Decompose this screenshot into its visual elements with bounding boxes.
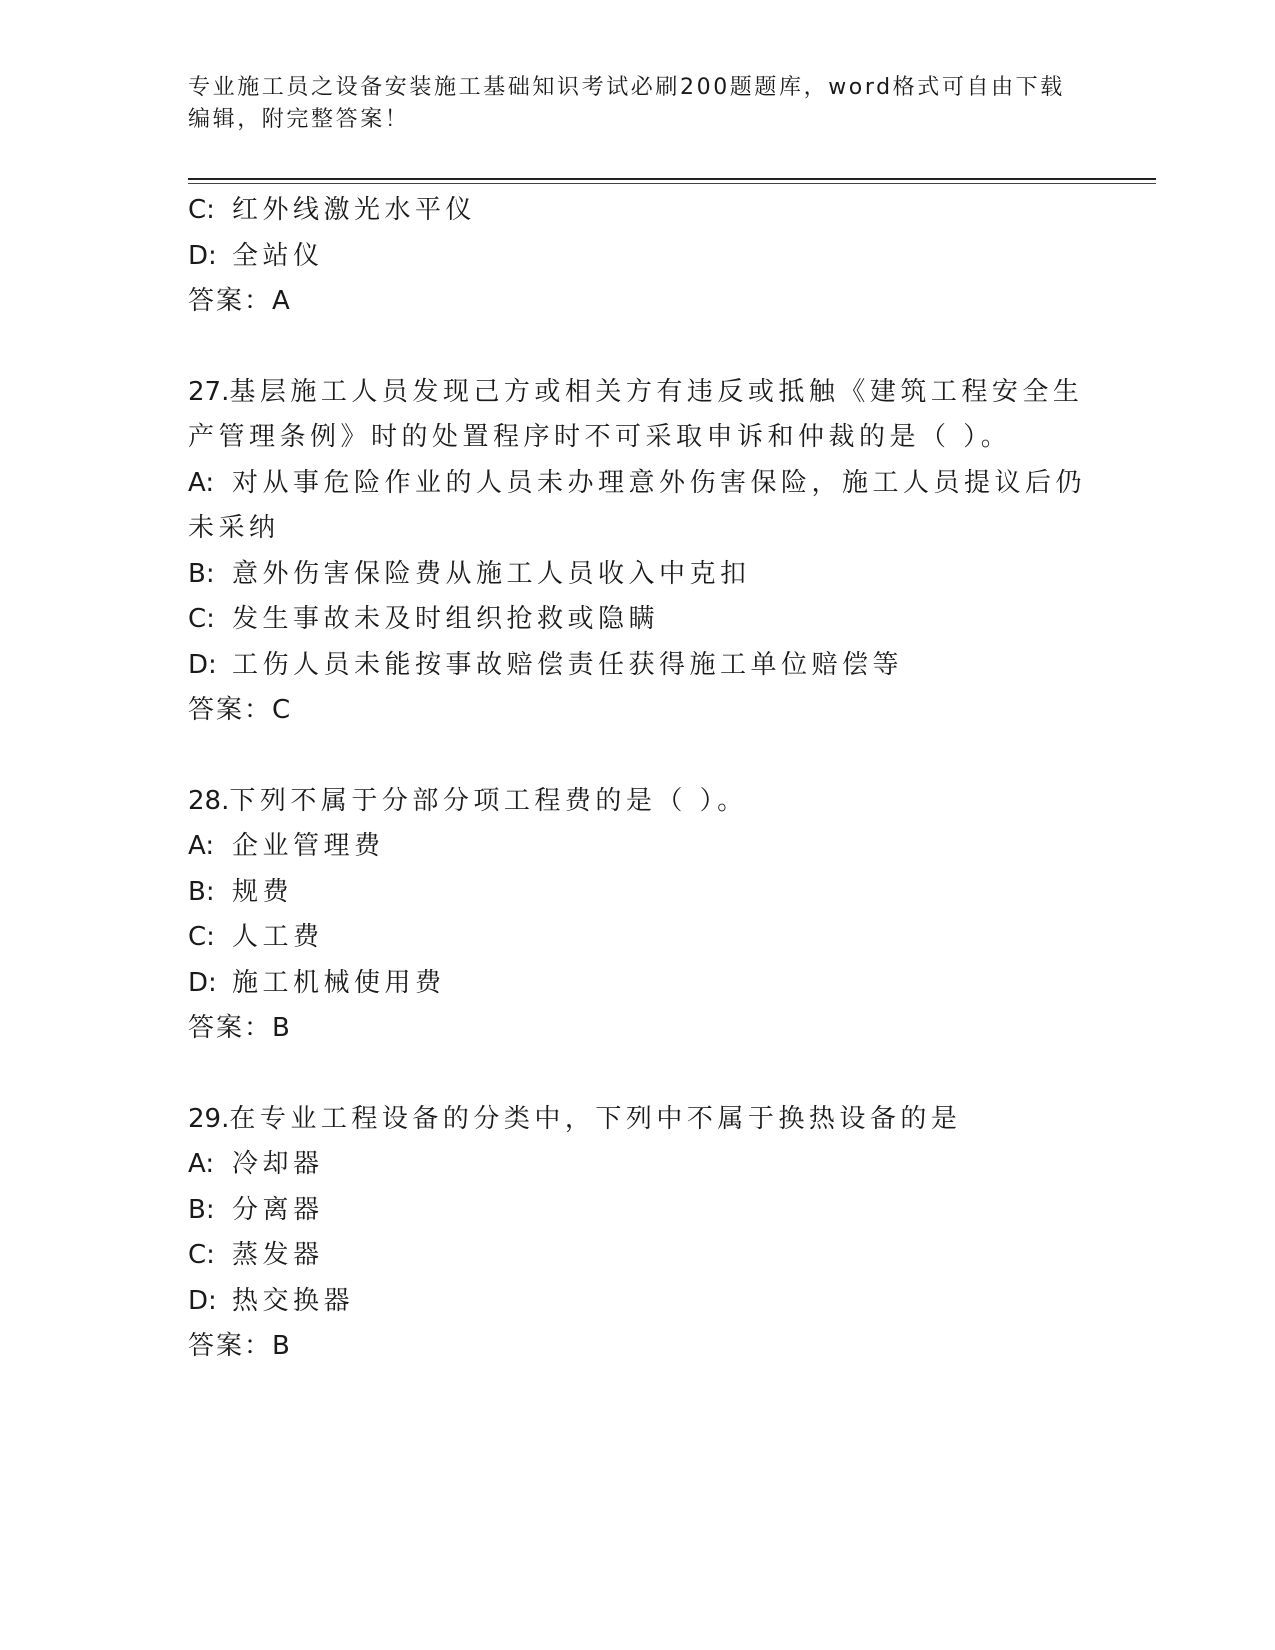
option-b <box>188 1188 1088 1234</box>
option-text: 意外伤害保险费从施工人员收入中克扣 <box>232 558 751 589</box>
answer-line <box>188 279 1088 325</box>
question-number: 28. <box>188 785 230 816</box>
option-d <box>188 961 1088 1007</box>
option-text: 对从事危险作业的人员未办理意外伤害保险，施工人员提议后仍未采纳 <box>188 467 1087 543</box>
option-c <box>188 915 1088 961</box>
option-key: B: <box>188 1194 215 1225</box>
option-text: 冷却器 <box>232 1149 324 1179</box>
option-text: 分离器 <box>232 1194 324 1225</box>
option-b <box>188 552 1088 598</box>
option-key: C: <box>188 604 215 634</box>
option-text: 蒸发器 <box>232 1240 324 1270</box>
option-c <box>188 188 1088 234</box>
question-stem <box>188 1097 1088 1143</box>
option-key: A: <box>188 467 215 498</box>
answer-label: 答案： <box>188 695 273 725</box>
option-text: 企业管理费 <box>232 831 385 861</box>
option-key: C: <box>188 195 215 225</box>
question-stem <box>188 370 1088 461</box>
option-key: C: <box>188 922 215 952</box>
answer-value: C <box>272 695 295 725</box>
question-text: 在专业工程设备的分类中，下列中不属于换热设备的是 <box>229 1103 962 1134</box>
document-header: 专业施工员之设备安装施工基础知识考试必刷200题题库，word格式可自由下载编辑，附完整答案！ <box>188 75 1065 132</box>
option-key: A: <box>188 1149 215 1179</box>
option-d <box>188 643 1088 689</box>
answer-value: B <box>272 1013 295 1043</box>
question-27 <box>188 370 1088 734</box>
answer-label: 答案： <box>188 1331 273 1361</box>
question-text: 基层施工人员发现己方或相关方有违反或抵触《建筑工程安全生产管理条例》时的处置程序时不可采取申诉和仲裁的是（ ）。 <box>188 376 1084 452</box>
option-key: D: <box>188 240 217 271</box>
answer-value: A <box>272 286 295 316</box>
option-text: 红外线激光水平仪 <box>232 195 477 225</box>
option-key: B: <box>188 558 215 589</box>
option-d <box>188 1279 1088 1325</box>
answer-label: 答案： <box>188 1013 273 1043</box>
question-number: 27. <box>188 376 230 407</box>
option-c <box>188 1233 1088 1279</box>
option-text: 热交换器 <box>232 1285 355 1316</box>
option-text: 人工费 <box>232 922 324 952</box>
option-d <box>188 234 1088 280</box>
answer-line <box>188 688 1088 734</box>
option-b <box>188 870 1088 916</box>
option-key: D: <box>188 1285 217 1316</box>
option-key: D: <box>188 649 217 680</box>
answer-line <box>188 1324 1088 1370</box>
carryover-block <box>188 188 1088 325</box>
question-29 <box>188 1097 1088 1370</box>
answer-value: B <box>272 1331 295 1361</box>
header-rule-thick <box>188 178 1156 180</box>
option-a <box>188 1142 1088 1188</box>
option-text: 施工机械使用费 <box>232 967 446 998</box>
option-text: 发生事故未及时组织抢救或隐瞒 <box>232 604 660 634</box>
option-a <box>188 824 1088 870</box>
option-key: C: <box>188 1240 215 1270</box>
question-stem <box>188 779 1088 825</box>
option-text: 工伤人员未能按事故赔偿责任获得施工单位赔偿等 <box>232 649 904 680</box>
question-28 <box>188 779 1088 1052</box>
option-key: A: <box>188 831 215 861</box>
option-text: 规费 <box>232 876 294 907</box>
question-number: 29. <box>188 1103 230 1134</box>
answer-label: 答案： <box>188 286 273 316</box>
header-rule-thin <box>188 183 1156 184</box>
option-key: B: <box>188 876 215 907</box>
question-text: 下列不属于分部分项工程费的是（ ）。 <box>229 785 748 816</box>
option-c <box>188 597 1088 643</box>
option-a <box>188 461 1088 552</box>
option-text: 全站仪 <box>232 240 324 271</box>
answer-line <box>188 1006 1088 1052</box>
question-content <box>188 188 1088 1370</box>
option-key: D: <box>188 967 217 998</box>
